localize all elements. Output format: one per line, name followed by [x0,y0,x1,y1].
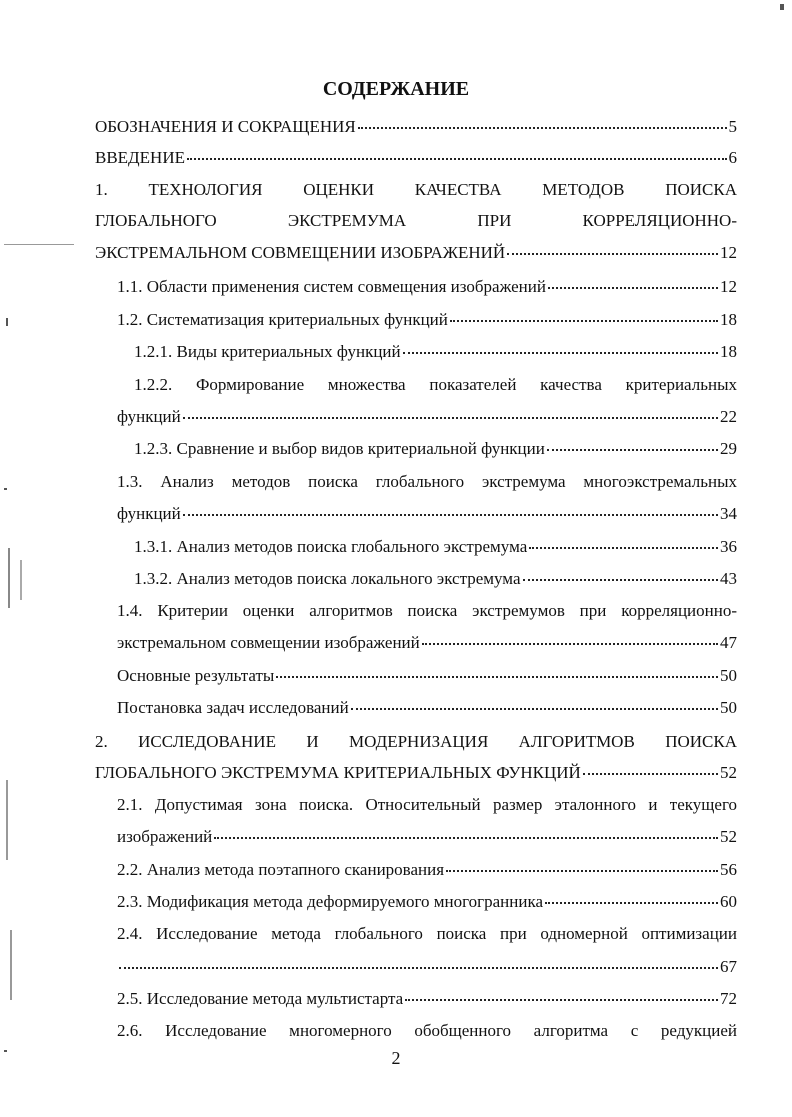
toc-entry-title: 2.2. Анализ метода поэтапного сканирования [117,860,445,879]
toc-page-number: 36 [720,537,737,556]
dot-leader [183,513,718,516]
page-title: СОДЕРЖАНИЕ [322,78,470,100]
toc-entry-1-2-2 [117,406,737,428]
toc-entry-title: экстремальном совмещении изображений [117,633,420,652]
toc-entry-main-results [117,665,737,687]
toc-page-number: 47 [720,633,737,652]
toc-page-number: 12 [720,243,737,262]
dot-leader [183,416,718,419]
toc-entry-title: ВВЕДЕНИЕ [95,148,185,167]
toc-entry-title: Основные результаты [117,666,275,685]
toc-entry-title: 2.3. Модификация метода деформируемого многогранника [117,892,544,911]
dot-leader [450,319,718,322]
dot-leader [405,998,718,1001]
toc-entry-2-3 [117,891,737,913]
toc-entry-title: 2.5. Исследование метода мультистарта [117,989,404,1008]
toc-entry-notations [95,116,737,138]
toc-entry-title: 1.3.2. Анализ методов поиска локального экстремума [134,569,521,588]
toc-entry-title: ОБОЗНАЧЕНИЯ И СОКРАЩЕНИЯ [95,117,356,136]
toc-entry-title: функций [117,407,181,426]
dot-leader [214,836,718,839]
toc-entry-title: функций [117,504,181,523]
scan-artifact [4,1050,7,1052]
toc-entry-title: ГЛОБАЛЬНОГО ЭКСТРЕМУМА КРИТЕРИАЛЬНЫХ ФУНКЦИЙ [95,763,581,782]
toc-page-number: 18 [720,310,737,329]
toc-entry-1-3-1 [134,536,737,558]
toc-entry-introduction [95,147,737,169]
toc-entry-2-6-line1: 2.6. Исследование многомерного обобщенного алгоритма с редукцией [117,1021,737,1040]
dot-leader [358,126,727,129]
toc-page-number: 60 [720,892,737,911]
toc-page-number: 18 [720,342,737,361]
toc-entry-chapter-2-line1: 2. ИССЛЕДОВАНИЕ И МОДЕРНИЗАЦИЯ АЛГОРИТМОВ ПОИСКА [95,732,737,751]
dot-leader [529,546,718,549]
toc-entry-chapter-1-line2: ГЛОБАЛЬНОГО ЭКСТРЕМУМА ПРИ КОРРЕЛЯЦИОННО- [95,211,737,230]
scan-artifact [4,244,74,245]
dot-leader [351,707,718,710]
toc-page-number: 72 [720,989,737,1008]
toc-page-number: 29 [720,439,737,458]
toc-page-number: 52 [720,827,737,846]
toc-entry-2-1 [117,826,737,848]
dot-leader [422,642,718,645]
toc-entry-chapter-1-line1: 1. ТЕХНОЛОГИЯ ОЦЕНКИ КАЧЕСТВА МЕТОДОВ ПОИСКА [95,180,737,199]
toc-entry-title: 1.3.1. Анализ методов поиска глобального экстремума [134,537,528,556]
toc-entry-chapter-2 [95,762,737,784]
dot-leader [507,252,718,255]
toc-entry-1-2 [117,309,737,331]
dot-leader [545,901,718,904]
toc-page-number: 6 [728,148,737,167]
toc-entry-title: ЭКСТРЕМАЛЬНОМ СОВМЕЩЕНИИ ИЗОБРАЖЕНИЙ [95,243,506,262]
toc-page-number: 12 [720,277,737,296]
scan-artifact [4,488,7,490]
dot-leader [548,286,718,289]
toc-entry-1-2-2-line1: 1.2.2. Формирование множества показателей качества критериальных [134,375,737,394]
toc-entry-problem-statement [117,697,737,719]
toc-entry-1-3-2 [134,568,737,590]
toc-entry-title: 1.2. Систематизация критериальных функций [117,310,448,329]
toc-page-number: 56 [720,860,737,879]
toc-entry-2-4-line1: 2.4. Исследование метода глобального поиска при одномерной оптимизации [117,924,737,943]
toc-page-number: 5 [728,117,737,136]
dot-leader [119,966,718,969]
dot-leader [403,351,718,354]
toc-entry-title: Постановка задач исследований [117,698,349,717]
toc-entry-1-2-1 [134,341,737,363]
scan-artifact [20,560,22,600]
toc-entry-1-4-line1: 1.4. Критерии оценки алгоритмов поиска экстремумов при корреляционно- [117,601,737,620]
toc-page-number: 50 [720,698,737,717]
toc-page-number: 50 [720,666,737,685]
scan-artifact [6,318,8,326]
toc-page-number: 34 [720,504,737,523]
toc-entry-2-2 [117,859,737,881]
dot-leader [547,448,718,451]
dot-leader [583,772,718,775]
toc-entry-chapter-1 [95,242,737,264]
dot-leader [523,578,719,581]
dot-leader [187,157,727,160]
dot-leader [276,675,718,678]
page-number: 2 [391,1048,401,1068]
toc-entry-1-1 [117,276,737,298]
toc-page-number: 52 [720,763,737,782]
toc-entry-2-1-line1: 2.1. Допустимая зона поиска. Относительный размер эталонного и текущего [117,795,737,814]
toc-entry-1-3 [117,503,737,525]
toc-entry-title: 1.2.3. Сравнение и выбор видов критериальной функции [134,439,545,458]
toc-entry-1-3-line1: 1.3. Анализ методов поиска глобального экстремума многоэкстремальных [117,472,737,491]
toc-page-number: 22 [720,407,737,426]
toc-entry-1-2-3 [134,438,737,460]
scan-artifact [10,930,12,1000]
toc-entry-1-4 [117,632,737,654]
toc-entry-title: изображений [117,827,213,846]
toc-entry-title: 1.2.1. Виды критериальных функций [134,342,401,361]
toc-page-number: 43 [720,569,737,588]
toc-entry-2-4 [117,956,737,978]
toc-page-number: 67 [720,957,737,976]
scan-artifact [780,4,784,10]
dot-leader [446,869,718,872]
toc-entry-2-5 [117,988,737,1010]
scan-artifact [8,548,10,608]
toc-entry-title: 1.1. Области применения систем совмещения изображений [117,277,546,296]
scan-artifact [6,780,8,860]
